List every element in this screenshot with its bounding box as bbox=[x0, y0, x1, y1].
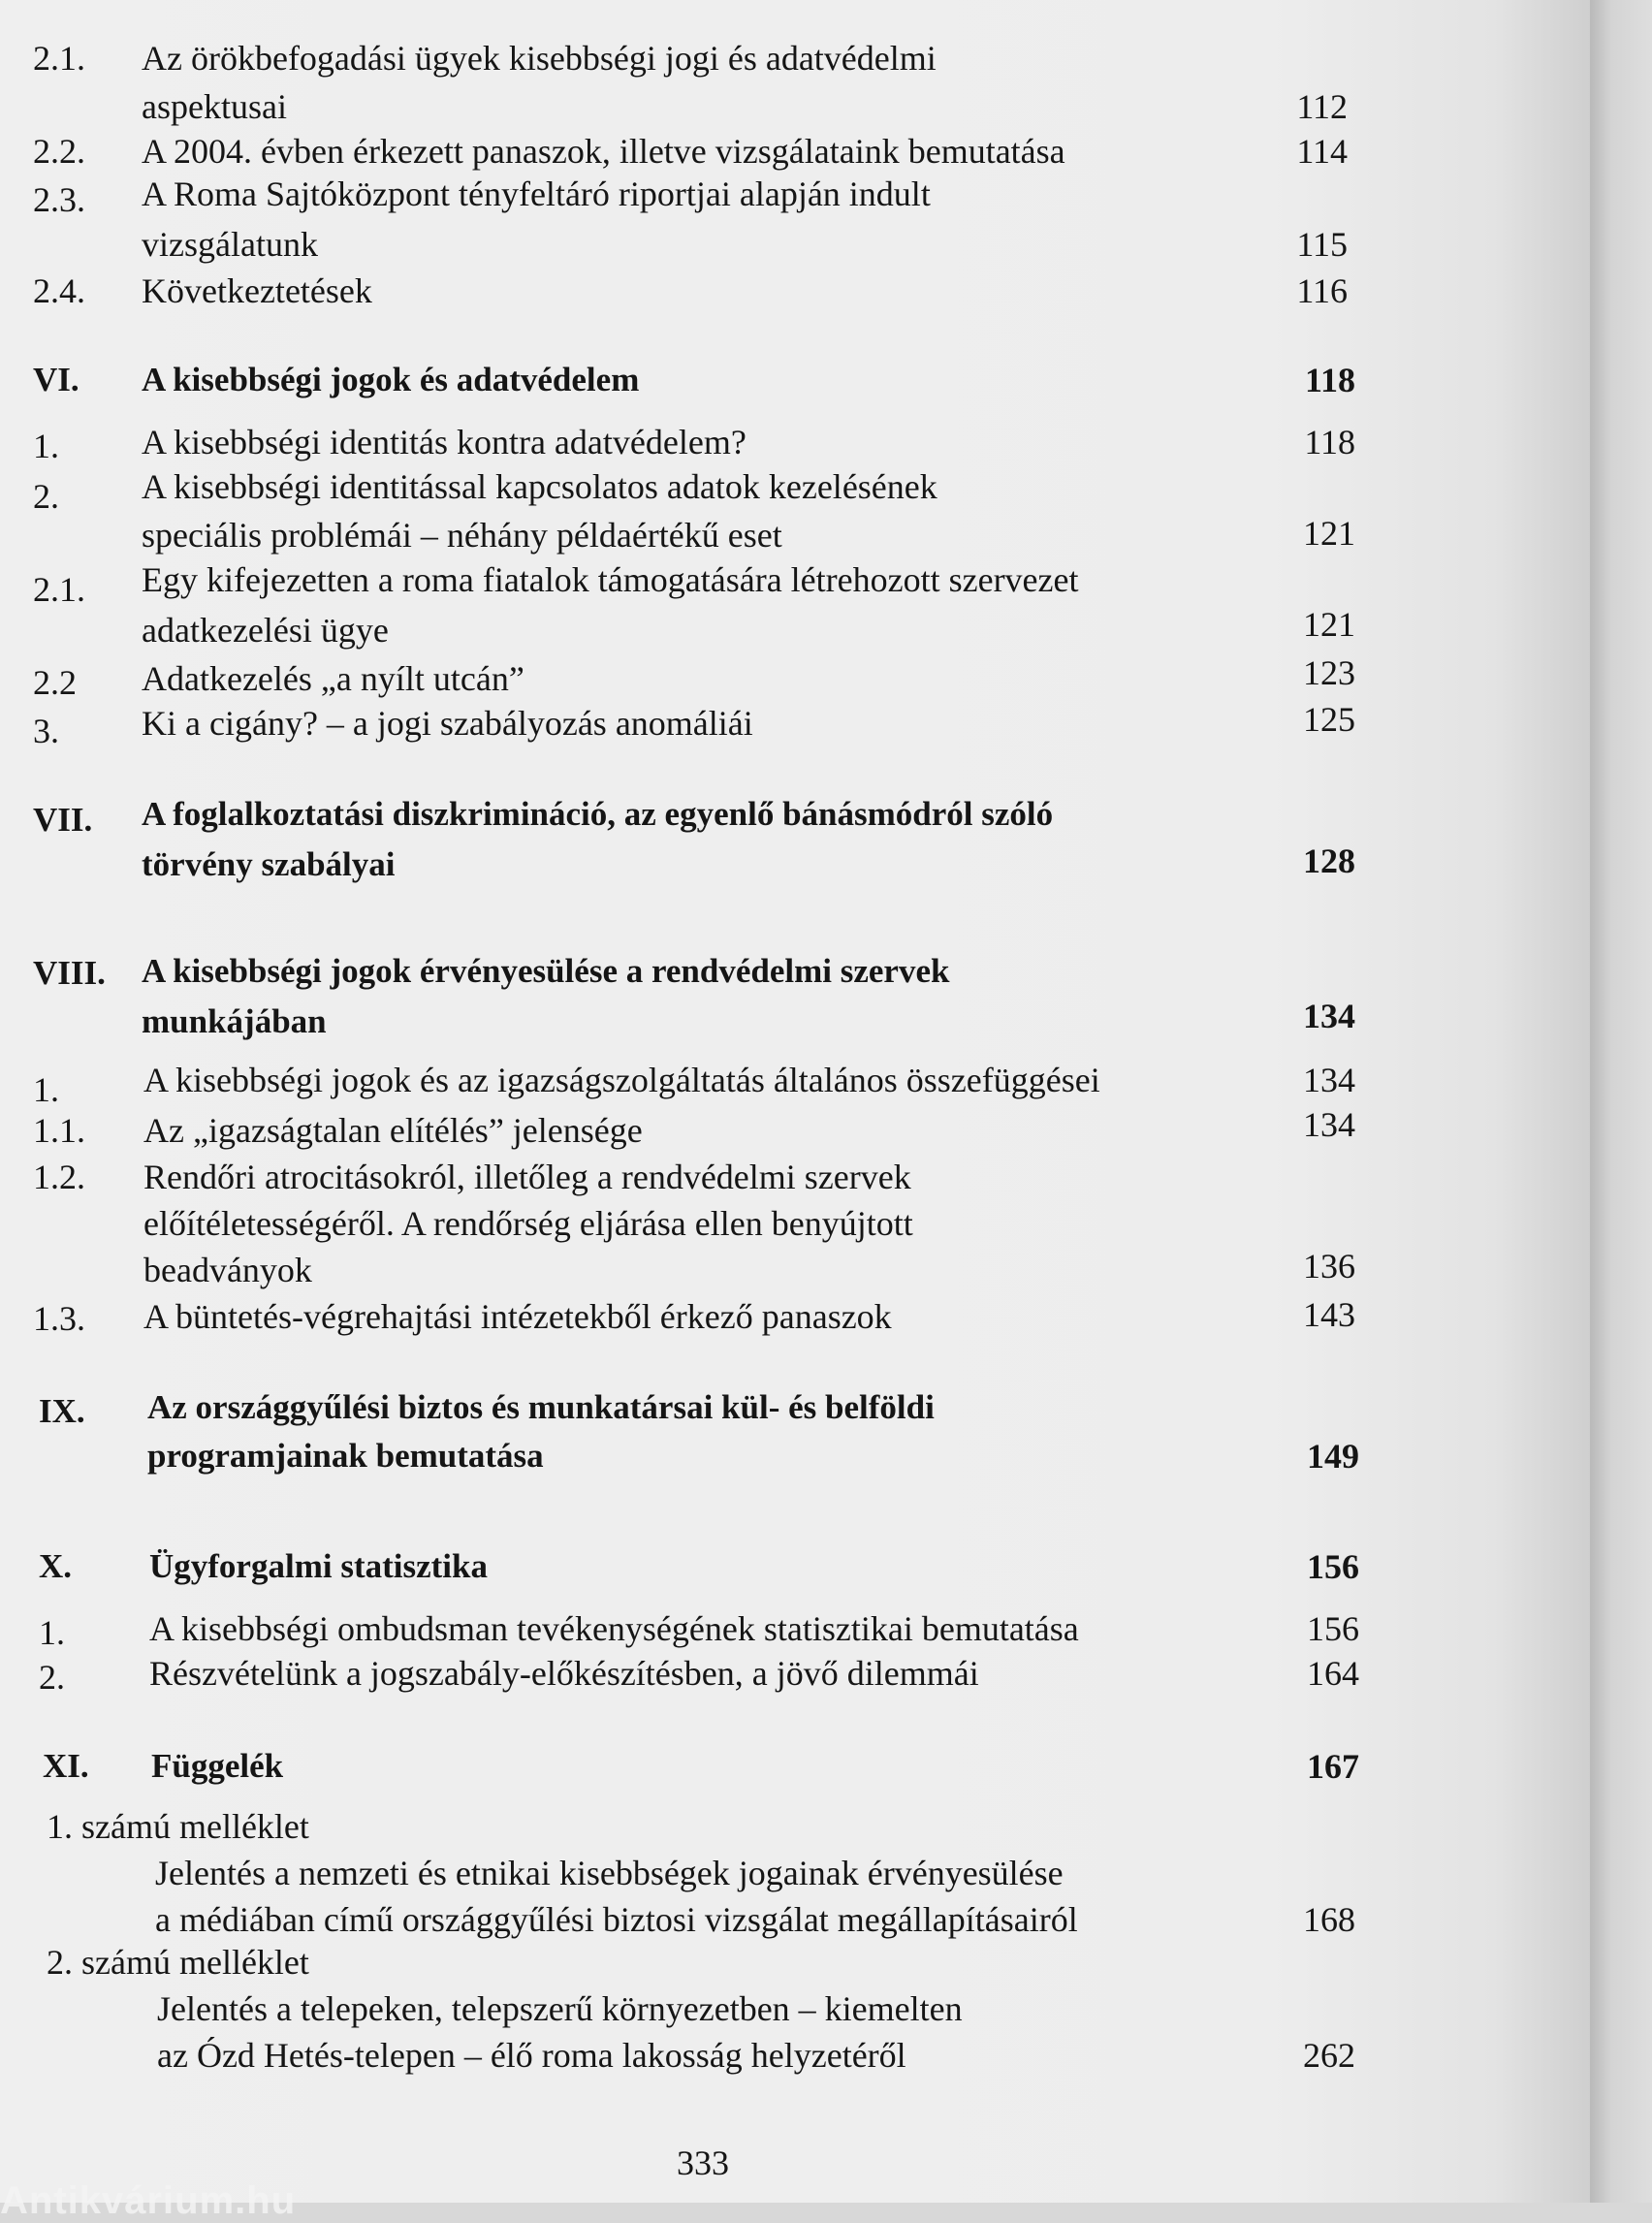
annex-title: Jelentés a nemzeti és etnikai kisebbségek jogainak érvényesülése bbox=[155, 1854, 1064, 1892]
section-number: IX. bbox=[39, 1392, 85, 1430]
watermark: Antikvárium.hu bbox=[0, 2179, 297, 2222]
book-page-edge bbox=[1590, 0, 1652, 2203]
toc-page: 116 bbox=[1296, 271, 1348, 310]
section-title: törvény szabályai bbox=[142, 845, 396, 883]
toc-title: Rendőri atrocitásokról, illetőleg a rendvédelmi szervek bbox=[143, 1158, 911, 1196]
toc-number: 2.4. bbox=[33, 271, 85, 310]
toc-title: A kisebbségi jogok és az igazságszolgáltatás általános összefüggései bbox=[143, 1061, 1100, 1099]
toc-title: beadványok bbox=[143, 1251, 312, 1289]
section-title: A kisebbségi jogok érvényesülése a rendvédelmi szervek bbox=[142, 952, 950, 990]
toc-title: A kisebbségi identitás kontra adatvédelem? bbox=[142, 423, 747, 461]
section-number: VIII. bbox=[33, 954, 106, 992]
toc-title: Következtetések bbox=[142, 271, 372, 310]
page-number: 333 bbox=[677, 2144, 729, 2182]
toc-title: aspektusai bbox=[142, 87, 287, 126]
toc-page: 118 bbox=[1304, 423, 1355, 461]
toc-title: speciális problémái – néhány példaértékű eset bbox=[142, 516, 782, 555]
section-title: A foglalkoztatási diszkrimináció, az egyenlő bánásmódról szóló bbox=[142, 795, 1054, 833]
toc-number: 2.1. bbox=[33, 39, 85, 78]
toc-number: 2. bbox=[39, 1658, 65, 1697]
toc-page: 121 bbox=[1303, 514, 1355, 553]
toc-title: A kisebbségi ombudsman tevékenységének statisztikai bemutatása bbox=[149, 1609, 1079, 1648]
toc-number: 2.2 bbox=[33, 663, 77, 702]
section-page: 167 bbox=[1307, 1747, 1359, 1786]
toc-page: 143 bbox=[1303, 1295, 1355, 1334]
section-title: Ügyforgalmi statisztika bbox=[149, 1547, 488, 1585]
toc-number: 2. bbox=[33, 477, 59, 516]
section-number: VII. bbox=[33, 801, 93, 839]
section-page: 156 bbox=[1307, 1547, 1359, 1586]
toc-title: előítéletességéről. A rendőrség eljárása ellen benyújtott bbox=[143, 1204, 913, 1243]
section-number: X. bbox=[39, 1547, 73, 1585]
section-number: XI. bbox=[43, 1747, 89, 1785]
toc-number: 1.1. bbox=[33, 1111, 85, 1150]
toc-title: A Roma Sajtóközpont tényfeltáró riportjai alapján indult bbox=[142, 175, 931, 213]
annex-title: a médiában című országgyűlési biztosi vizsgálat megállapításairól bbox=[155, 1900, 1078, 1939]
section-title: Az országgyűlési biztos és munkatársai kül- és belföldi bbox=[147, 1388, 935, 1426]
toc-title: Adatkezelés „a nyílt utcán” bbox=[142, 659, 524, 698]
section-title: A kisebbségi jogok és adatvédelem bbox=[142, 361, 640, 398]
toc-number: 2.2. bbox=[33, 132, 85, 171]
toc-number: 2.3. bbox=[33, 180, 85, 219]
toc-title: A kisebbségi identitással kapcsolatos adatok kezelésének bbox=[142, 467, 937, 506]
toc-title: Az „igazságtalan elítélés” jelensége bbox=[143, 1111, 643, 1150]
toc-page: 136 bbox=[1303, 1247, 1355, 1286]
section-page: 128 bbox=[1303, 842, 1355, 880]
section-title: programjainak bemutatása bbox=[147, 1437, 544, 1475]
toc-page: 164 bbox=[1307, 1654, 1359, 1693]
toc-number: 1. bbox=[33, 1070, 59, 1109]
toc-page: 125 bbox=[1303, 700, 1355, 739]
toc-title: Ki a cigány? – a jogi szabályozás anomáliái bbox=[142, 704, 753, 743]
annex-page: 262 bbox=[1303, 2036, 1355, 2075]
toc-page: 156 bbox=[1307, 1609, 1359, 1648]
toc-title: adatkezelési ügye bbox=[142, 611, 389, 650]
section-page: 118 bbox=[1304, 361, 1355, 399]
toc-page: 134 bbox=[1303, 1061, 1355, 1099]
toc-number: 2.1. bbox=[33, 570, 85, 609]
toc-title: A 2004. évben érkezett panaszok, illetve vizsgálataink bemutatása bbox=[142, 132, 1065, 171]
toc-page: 112 bbox=[1296, 87, 1348, 126]
toc-number: 1. bbox=[39, 1613, 65, 1652]
section-page: 149 bbox=[1307, 1437, 1359, 1476]
toc-number: 1.2. bbox=[33, 1158, 85, 1196]
toc-title: Részvételünk a jogszabály-előkészítésben, a jövő dilemmái bbox=[149, 1654, 979, 1693]
annex-page: 168 bbox=[1303, 1900, 1355, 1939]
toc-number: 3. bbox=[33, 712, 59, 750]
toc-number: 1. bbox=[33, 427, 59, 465]
section-title: munkájában bbox=[142, 1002, 327, 1040]
toc-title: A büntetés-végrehajtási intézetekből érkező panaszok bbox=[143, 1297, 892, 1336]
section-title: Függelék bbox=[151, 1747, 284, 1785]
toc-title: vizsgálatunk bbox=[142, 225, 318, 264]
toc-title: Az örökbefogadási ügyek kisebbségi jogi és adatvédelmi bbox=[142, 39, 937, 78]
toc-title: Egy kifejezetten a roma fiatalok támogatására létrehozott szervezet bbox=[142, 560, 1079, 599]
toc-page: 115 bbox=[1296, 225, 1348, 264]
annex-title: az Ózd Hetés-telepen – élő roma lakosság helyzetéről bbox=[157, 2036, 906, 2075]
toc-page: 134 bbox=[1303, 1105, 1355, 1144]
annex-title: Jelentés a telepeken, telepszerű környezetben – kiemelten bbox=[157, 1989, 963, 2028]
section-number: VI. bbox=[33, 361, 79, 398]
section-page: 134 bbox=[1303, 997, 1355, 1035]
toc-page: 114 bbox=[1296, 132, 1348, 171]
toc-page: 121 bbox=[1303, 605, 1355, 644]
toc-number: 1.3. bbox=[33, 1299, 85, 1338]
annex-label: 2. számú melléklet bbox=[47, 1943, 309, 1982]
annex-label: 1. számú melléklet bbox=[47, 1807, 309, 1846]
toc-page: 123 bbox=[1303, 653, 1355, 692]
